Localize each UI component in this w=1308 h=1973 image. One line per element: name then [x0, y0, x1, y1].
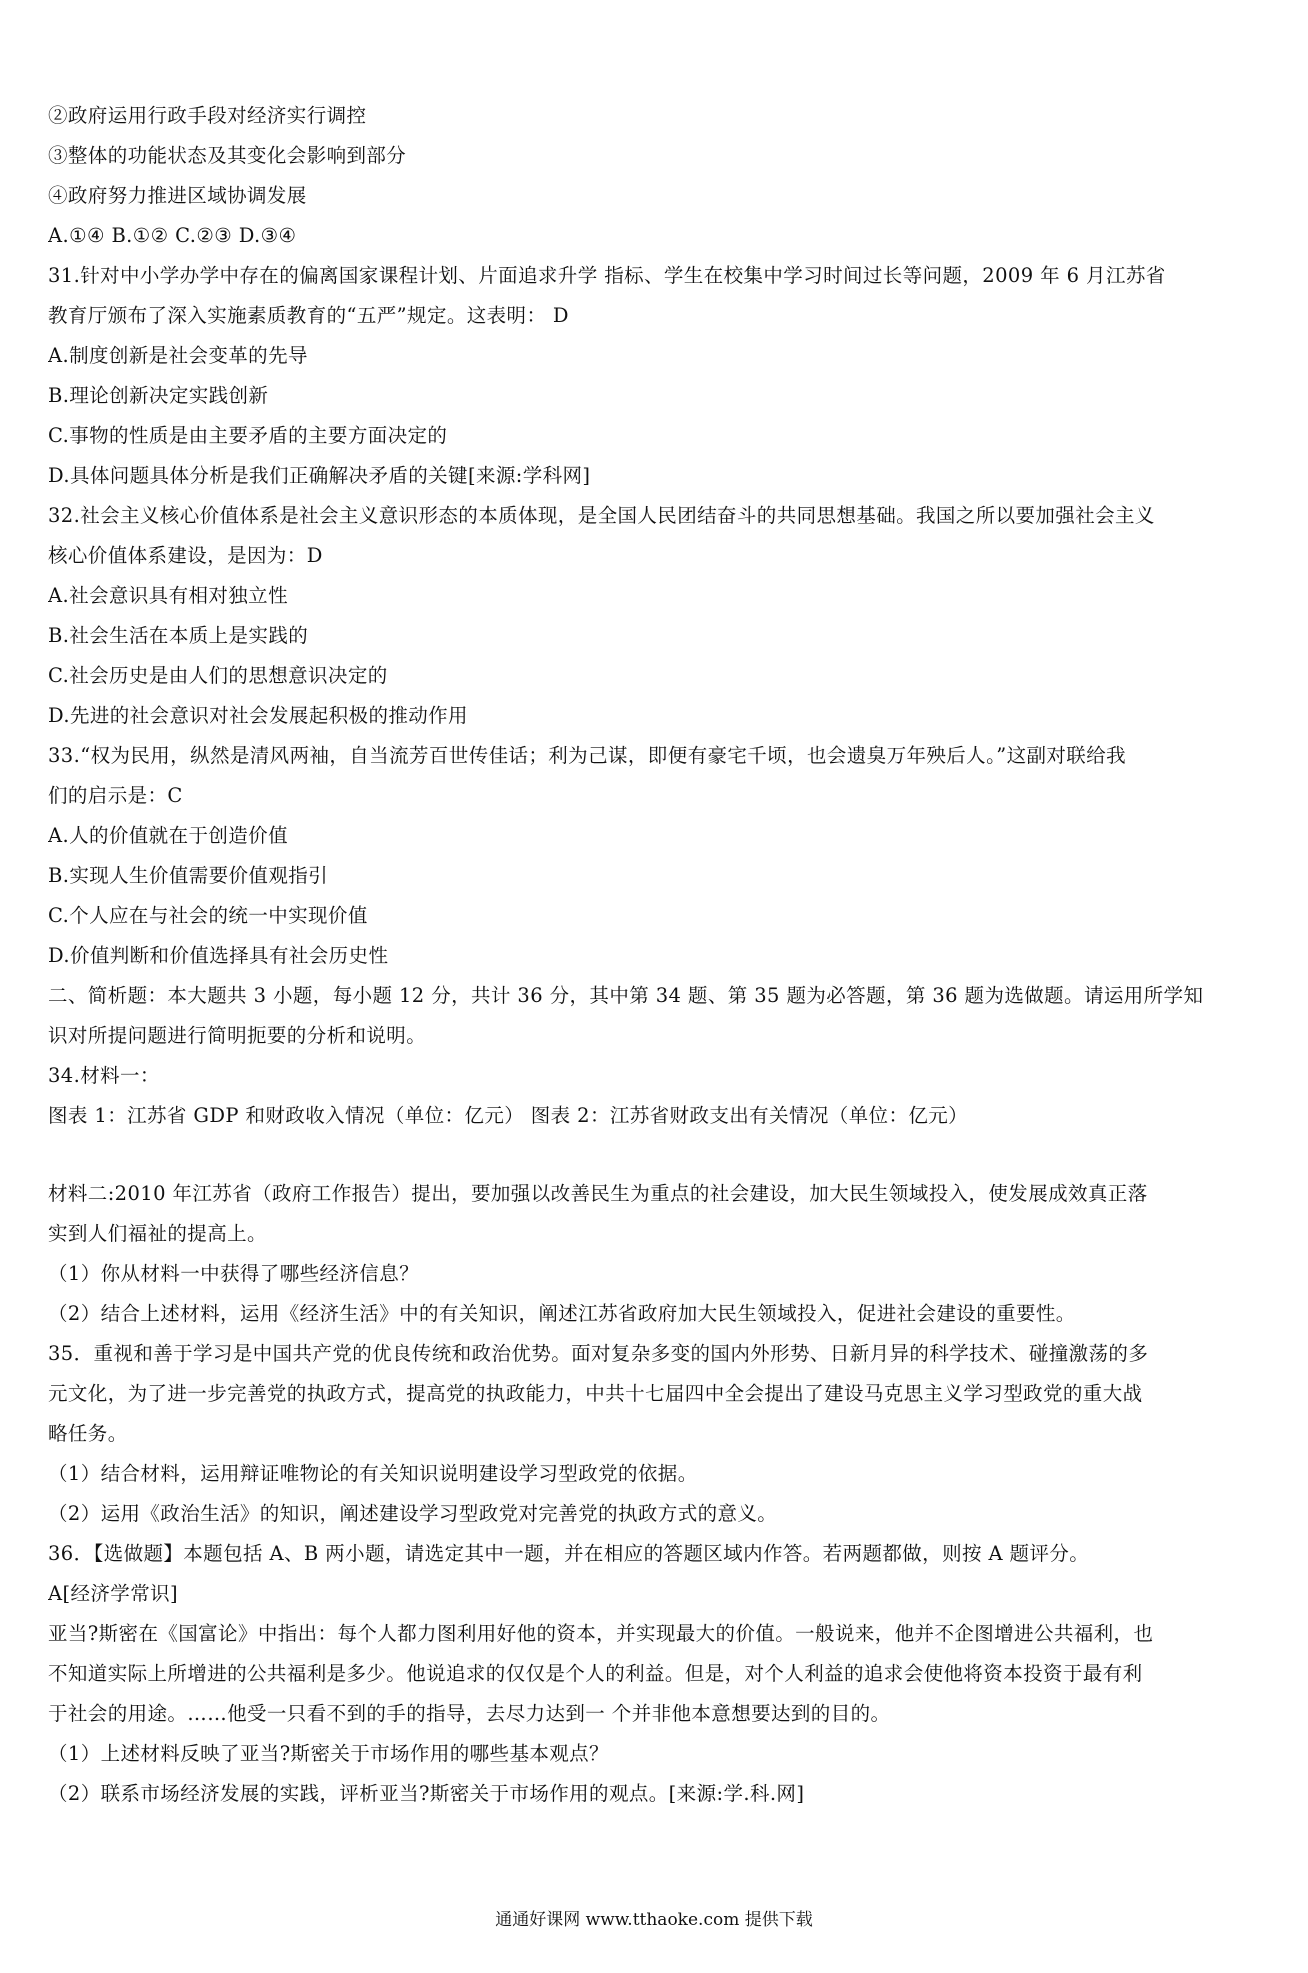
text-line: ④政府努力推进区域协调发展	[48, 184, 307, 207]
text-line: B.实现人生价值需要价值观指引	[48, 864, 329, 887]
text-line: （2）联系市场经济发展的实践，评析亚当?斯密关于市场作用的观点。[来源:学.科.网]	[48, 1782, 805, 1805]
text-line: 元文化，为了进一步完善党的执政方式，提高党的执政能力，中共十七届四中全会提出了建设马克思主义学习型政党的重大战	[48, 1382, 1143, 1405]
text-line: ②政府运用行政手段对经济实行调控	[48, 104, 367, 127]
text-line: A.社会意识具有相对独立性	[48, 584, 288, 607]
text-line: C.事物的性质是由主要矛盾的主要方面决定的	[48, 424, 448, 447]
text-line: 识对所提问题进行简明扼要的分析和说明。	[48, 1024, 427, 1047]
text-block-1	[48, 96, 1263, 1136]
text-line: 实到人们福祉的提高上。	[48, 1222, 267, 1245]
document-page	[48, 96, 1263, 1814]
text-line: D.具体问题具体分析是我们正确解决矛盾的关键[来源:学科网]	[48, 464, 591, 487]
text-line: A.人的价值就在于创造价值	[48, 824, 288, 847]
text-line: ③整体的功能状态及其变化会影响到部分	[48, 144, 407, 167]
question-35: 35．重视和善于学习是中国共产党的优良传统和政治优势。面对复杂多变的国内外形势、日新月异的科学技术、碰撞激荡的多	[48, 1342, 1149, 1365]
question-36: 36．【选做题】本题包括 A、B 两小题，请选定其中一题，并在相应的答题区域内作答。若两题都做，则按 A 题评分。	[48, 1542, 1090, 1565]
text-line: 于社会的用途。……他受一只看不到的手的指导，去尽力达到一 个并非他本意想要达到的目的。	[48, 1702, 891, 1725]
text-line: 材料二:2010 年江苏省（政府工作报告）提出，要加强以改善民生为重点的社会建设，加大民生领域投入，使发展成效真正落	[48, 1182, 1148, 1205]
text-line: 核心价值体系建设，是因为：D	[48, 544, 323, 567]
text-line: 亚当?斯密在《国富论》中指出：每个人都力图利用好他的资本，并实现最大的价值。一般说来，他并不企图增进公共福利，也	[48, 1622, 1154, 1645]
text-line: C.社会历史是由人们的思想意识决定的	[48, 664, 388, 687]
text-line: 不知道实际上所增进的公共福利是多少。他说追求的仅仅是个人的利益。但是，对个人利益的追求会使他将资本投资于最有利	[48, 1662, 1143, 1685]
text-line: A[经济学常识]	[48, 1582, 178, 1605]
text-line: （1）你从材料一中获得了哪些经济信息？	[48, 1262, 420, 1285]
text-line: D.先进的社会意识对社会发展起积极的推动作用	[48, 704, 468, 727]
text-line: （1）结合材料，运用辩证唯物论的有关知识说明建设学习型政党的依据。	[48, 1462, 698, 1485]
page-footer: 通通好课网 www.tthaoke.com 提供下载	[495, 1910, 813, 1930]
question-34: 34.材料一：	[48, 1064, 160, 1087]
text-block-2	[48, 1174, 1263, 1814]
chart-captions: 图表 1：江苏省 GDP 和财政收入情况（单位：亿元） 图表 2：江苏省财政支出有关情况（单位：亿元）	[48, 1104, 969, 1127]
text-line: （2）结合上述材料，运用《经济生活》中的有关知识，阐述江苏省政府加大民生领域投入，促进社会建设的重要性。	[48, 1302, 1076, 1325]
text-line: 略任务。	[48, 1422, 128, 1445]
question-32: 32.社会主义核心价值体系是社会主义意识形态的本质体现，是全国人民团结奋斗的共同思想基础。我国之所以要加强社会主义	[48, 504, 1155, 527]
missing-chart-space	[48, 1136, 1263, 1174]
question-33: 33.“权为民用，纵然是清风两袖，自当流芳百世传佳话；利为己谋，即便有豪宅千顷，也会遗臭万年殃后人。”这副对联给我	[48, 744, 1126, 767]
text-line: （2）运用《政治生活》的知识，阐述建设学习型政党对完善党的执政方式的意义。	[48, 1502, 778, 1525]
question-31: 31.针对中小学办学中存在的偏离国家课程计划、片面追求升学 指标、学生在校集中学习时间过长等问题，2009 年 6 月江苏省	[48, 264, 1166, 287]
text-line: D.价值判断和价值选择具有社会历史性	[48, 944, 389, 967]
text-line: 们的启示是：C	[48, 784, 183, 807]
text-line: A.①④ B.①② C.②③ D.③④	[48, 224, 297, 247]
text-line: 教育厅颁布了深入实施素质教育的“五严”规定。这表明： D	[48, 304, 569, 327]
text-line: B.理论创新决定实践创新	[48, 384, 269, 407]
text-line: （1）上述材料反映了亚当?斯密关于市场作用的哪些基本观点？	[48, 1742, 609, 1765]
text-line: A.制度创新是社会变革的先导	[48, 344, 308, 367]
section-heading: 二、简析题：本大题共 3 小题，每小题 12 分，共计 36 分，其中第 34 题、第 35 题为必答题，第 36 题为选做题。请运用所学知	[48, 984, 1204, 1007]
text-line: B.社会生活在本质上是实践的	[48, 624, 309, 647]
text-line: C.个人应在与社会的统一中实现价值	[48, 904, 368, 927]
